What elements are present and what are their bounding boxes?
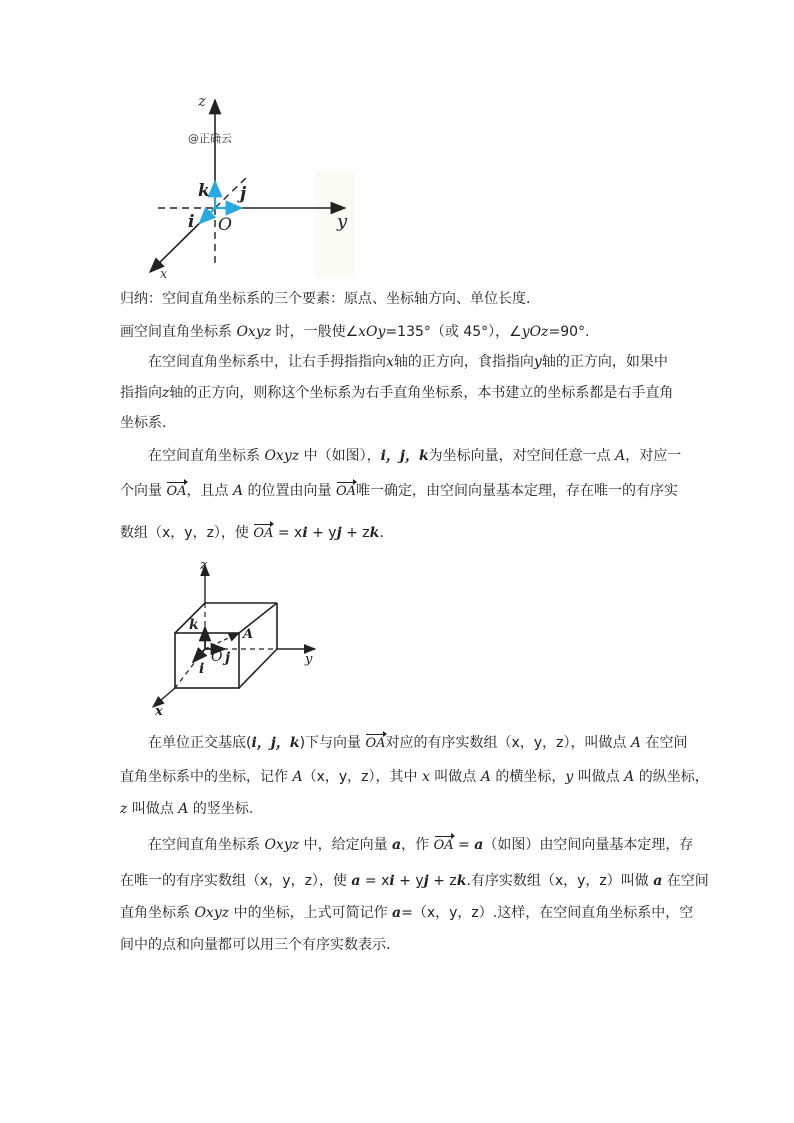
- vector-coordinate-line-4: 间中的点和向量都可以用三个有序实数表示.: [120, 937, 391, 953]
- y-label: y: [305, 652, 313, 667]
- k-label: k: [189, 617, 199, 633]
- coordinate-vector-line-2: 个向量 OA，且点 A 的位置由向量 OA唯一确定，由空间向量基本定理，存在唯一的有序实: [120, 481, 678, 502]
- point-coordinate-line-1: 在单位正交基底(i，j，k)下与向量 OA对应的有序实数组（x，y，z），叫做点 A 在空间: [148, 733, 687, 754]
- j-label: j: [225, 650, 231, 666]
- vector-OA: [205, 633, 239, 649]
- vector-coordinate-line-1: 在空间直角坐标系 Oxyz 中，给定向量 a，作 OA = a（如图）由空间向量基本定理，存: [148, 835, 693, 856]
- point-coordinate-line-2: 直角坐标系中的坐标，记作 A（x，y，z），其中 x 叫做点 A 的横坐标，y 叫做点 A 的纵坐标，: [120, 769, 709, 785]
- right-hand-rule-line-2: 指指向z轴的正方向，则称这个坐标系为右手直角坐标系，本书建立的坐标系都是右手直角: [120, 385, 674, 401]
- y-label: y: [337, 211, 348, 232]
- j-label: j: [240, 184, 247, 204]
- i-label: i: [199, 661, 205, 677]
- summary-line: 归纳：空间直角坐标系的三个要素：原点、坐标轴方向、单位长度.: [120, 291, 531, 307]
- drawing-rule-line: 画空间直角坐标系 Oxyz 时，一般使∠xOy=135°（或 45°），∠yOz=90°.: [120, 324, 590, 340]
- watermark: @正确云: [188, 132, 232, 145]
- A-label: A: [243, 627, 254, 642]
- unit-vector-i: [200, 208, 215, 223]
- origin-label: O: [211, 649, 223, 665]
- k-label: k: [198, 181, 210, 201]
- point-coordinate-line-3: z 叫做点 A 的竖坐标.: [120, 801, 254, 817]
- cuboid-edges: [175, 603, 277, 688]
- x-label: x: [160, 267, 168, 282]
- i-label: i: [188, 212, 195, 232]
- origin-label: O: [218, 215, 232, 235]
- coordinate-vector-line-3: 数组（x，y，z），使 OA = xi + yj + zk.: [120, 523, 384, 544]
- coordinate-system-figure: [140, 92, 360, 282]
- vector-coordinate-line-3: 直角坐标系 Oxyz 中的坐标，上式可简记作 a=（x，y，z）.这样，在空间直角坐标系中，空: [120, 905, 694, 921]
- right-hand-rule-line-1: 在空间直角坐标系中，让右手拇指指向x轴的正方向，食指指向y轴的正方向，如果中: [148, 354, 668, 370]
- vector-coordinate-line-2: 在唯一的有序实数组（x，y，z），使 a = xi + yj + zk.有序实数组（x，y，z）叫做 a 在空间: [120, 873, 709, 889]
- right-hand-rule-line-3: 坐标系.: [120, 415, 167, 431]
- z-label: z: [200, 558, 207, 573]
- scan-shading: [315, 172, 355, 277]
- x-label: x: [155, 704, 163, 719]
- coordinate-vector-line-1: 在空间直角坐标系 Oxyz 中（如图），i，j，k为坐标向量，对空间任意一点 A，对应一: [148, 448, 682, 464]
- cuboid-figure: [145, 555, 330, 720]
- z-label: z: [198, 92, 206, 110]
